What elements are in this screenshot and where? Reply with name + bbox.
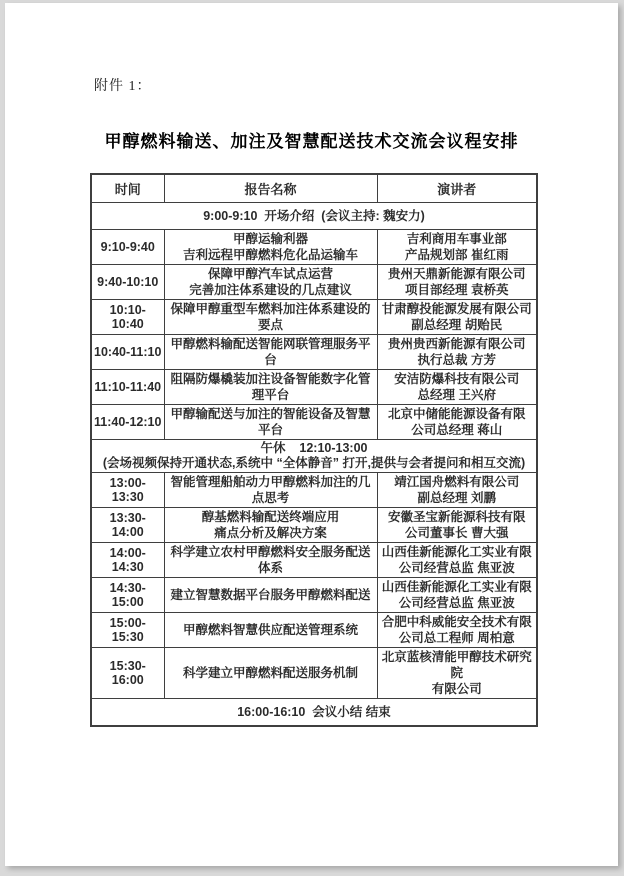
- report-line: 阻隔防爆橇装加注设备智能数字化管理平台: [170, 372, 371, 402]
- speaker-line: 安徽圣宝新能源科技有限: [387, 510, 526, 524]
- report-cell: [164, 265, 377, 300]
- speaker-line: 贵州贵西新能源有限公司: [387, 337, 526, 351]
- speaker-line: 产品规划部 崔红雨: [405, 248, 509, 262]
- speaker-line: 有限公司: [431, 682, 482, 696]
- speaker-line: 项目部经理 袁桥英: [405, 283, 509, 297]
- speaker-line: 执行总裁 方芳: [417, 353, 496, 367]
- time-cell: 11:10-11:40: [91, 370, 164, 405]
- section-line: (会场视频保持开通状态,系统中 “全体静音” 打开,提供与会者提问和相互交流): [102, 456, 526, 470]
- section-line: 9:00-9:10 开场介绍 (会议主持: 魏安力): [203, 208, 425, 223]
- speaker-line: 总经理 王兴府: [417, 388, 496, 402]
- speaker-cell: [377, 578, 537, 613]
- speaker-line: 山西佳新能源化工实业有限: [381, 545, 532, 559]
- speaker-cell: [377, 405, 537, 440]
- report-cell: [164, 230, 377, 265]
- speaker-line: 合肥中科威能安全技术有限: [381, 615, 532, 629]
- report-line: 甲醇燃料智慧供应配送管理系统: [182, 623, 358, 637]
- agenda-row: [91, 300, 537, 335]
- agenda-row: [91, 543, 537, 578]
- section-row: [91, 203, 537, 230]
- report-cell: [164, 405, 377, 440]
- agenda-row: [91, 578, 537, 613]
- time-cell: 10:40-11:10: [91, 335, 164, 370]
- time-cell: 9:40-10:10: [91, 265, 164, 300]
- speaker-cell: [377, 230, 537, 265]
- report-cell: [164, 508, 377, 543]
- speaker-line: 安洁防爆科技有限公司: [394, 372, 520, 386]
- agenda-row: [91, 648, 537, 699]
- section-cell: [91, 699, 537, 727]
- time-cell: 9:10-9:40: [91, 230, 164, 265]
- report-cell: [164, 578, 377, 613]
- agenda-row: [91, 508, 537, 543]
- col-header-speaker: 演讲者: [377, 174, 537, 203]
- time-cell: 13:00-13:30: [91, 473, 164, 508]
- report-cell: [164, 335, 377, 370]
- speaker-line: 公司总经理 蒋山: [411, 423, 503, 437]
- speaker-line: 山西佳新能源化工实业有限: [381, 580, 532, 594]
- report-line: 科学建立甲醇燃料配送服务机制: [182, 666, 358, 680]
- agenda-row: [91, 405, 537, 440]
- agenda-row: [91, 613, 537, 648]
- speaker-cell: [377, 648, 537, 699]
- report-line: 甲醇运输利器: [232, 232, 308, 246]
- section-cell: [91, 203, 537, 230]
- section-row: [91, 699, 537, 727]
- speaker-line: 公司董事长 曹大强: [405, 526, 509, 540]
- report-line: 甲醇输配送与加注的智能设备及智慧平台: [170, 407, 371, 437]
- speaker-cell: [377, 473, 537, 508]
- time-cell: 14:30-15:00: [91, 578, 164, 613]
- agenda-row: [91, 335, 537, 370]
- report-line: 吉利远程甲醇燃料危化品运输车: [182, 248, 358, 262]
- report-line: 甲醇燃料输配送智能网联管理服务平台: [170, 337, 371, 367]
- speaker-cell: [377, 370, 537, 405]
- speaker-cell: [377, 543, 537, 578]
- speaker-line: 贵州天鼎新能源有限公司: [387, 267, 526, 281]
- agenda-row: [91, 370, 537, 405]
- report-line: 痛点分析及解决方案: [214, 526, 327, 540]
- attachment-label: 附件 1：: [94, 79, 152, 94]
- report-cell: [164, 473, 377, 508]
- agenda-row: [91, 265, 537, 300]
- speaker-line: 副总经理 刘鹏: [417, 491, 496, 505]
- report-cell: [164, 300, 377, 335]
- document-page: [5, 3, 618, 866]
- speaker-cell: [377, 335, 537, 370]
- time-cell: 15:00-15:30: [91, 613, 164, 648]
- report-line: 建立智慧数据平台服务甲醇燃料配送: [170, 588, 371, 602]
- col-header-time: 时间: [91, 174, 164, 203]
- time-cell: 10:10-10:40: [91, 300, 164, 335]
- agenda-table: [90, 173, 538, 727]
- speaker-line: 北京蓝核清能甲醇技术研究院: [381, 650, 532, 680]
- speaker-cell: [377, 508, 537, 543]
- report-cell: [164, 370, 377, 405]
- speaker-line: 副总经理 胡贻民: [411, 318, 503, 332]
- report-cell: [164, 543, 377, 578]
- speaker-line: 公司经营总监 焦亚波: [398, 561, 515, 575]
- section-row: [91, 440, 537, 473]
- time-cell: 13:30-14:00: [91, 508, 164, 543]
- speaker-line: 公司总工程师 周柏意: [398, 631, 515, 645]
- speaker-cell: [377, 300, 537, 335]
- col-header-report: 报告名称: [164, 174, 377, 203]
- report-line: 完善加注体系建设的几点建议: [189, 283, 352, 297]
- agenda-row: [91, 230, 537, 265]
- page-title: 甲醇燃料输送、加注及智慧配送技术交流会议程安排: [104, 132, 519, 151]
- report-cell: [164, 648, 377, 699]
- time-cell: 15:30-16:00: [91, 648, 164, 699]
- speaker-cell: [377, 265, 537, 300]
- report-line: 保障甲醇汽车试点运营: [207, 267, 333, 281]
- speaker-line: 北京中储能能源设备有限: [387, 407, 526, 421]
- speaker-line: 公司经营总监 焦亚波: [398, 596, 515, 610]
- report-cell: [164, 613, 377, 648]
- section-line: 16:00-16:10 会议小结 结束: [237, 704, 391, 719]
- speaker-line: 靖江国舟燃料有限公司: [394, 475, 520, 489]
- report-line: 智能管理船舶动力甲醇燃料加注的几点思考: [170, 475, 371, 505]
- report-line: 科学建立农村甲醇燃料安全服务配送体系: [170, 545, 371, 575]
- time-cell: 14:00-14:30: [91, 543, 164, 578]
- report-line: 保障甲醇重型车燃料加注体系建设的要点: [170, 302, 371, 332]
- report-line: 醇基燃料输配送终端应用: [201, 510, 340, 524]
- speaker-line: 吉利商用车事业部: [406, 232, 507, 246]
- section-line: 午休 12:10-13:00: [260, 441, 368, 455]
- header-row: [91, 174, 537, 203]
- speaker-line: 甘肃醇投能源发展有限公司: [381, 302, 532, 316]
- section-cell: [91, 440, 537, 473]
- agenda-row: [91, 473, 537, 508]
- speaker-cell: [377, 613, 537, 648]
- time-cell: 11:40-12:10: [91, 405, 164, 440]
